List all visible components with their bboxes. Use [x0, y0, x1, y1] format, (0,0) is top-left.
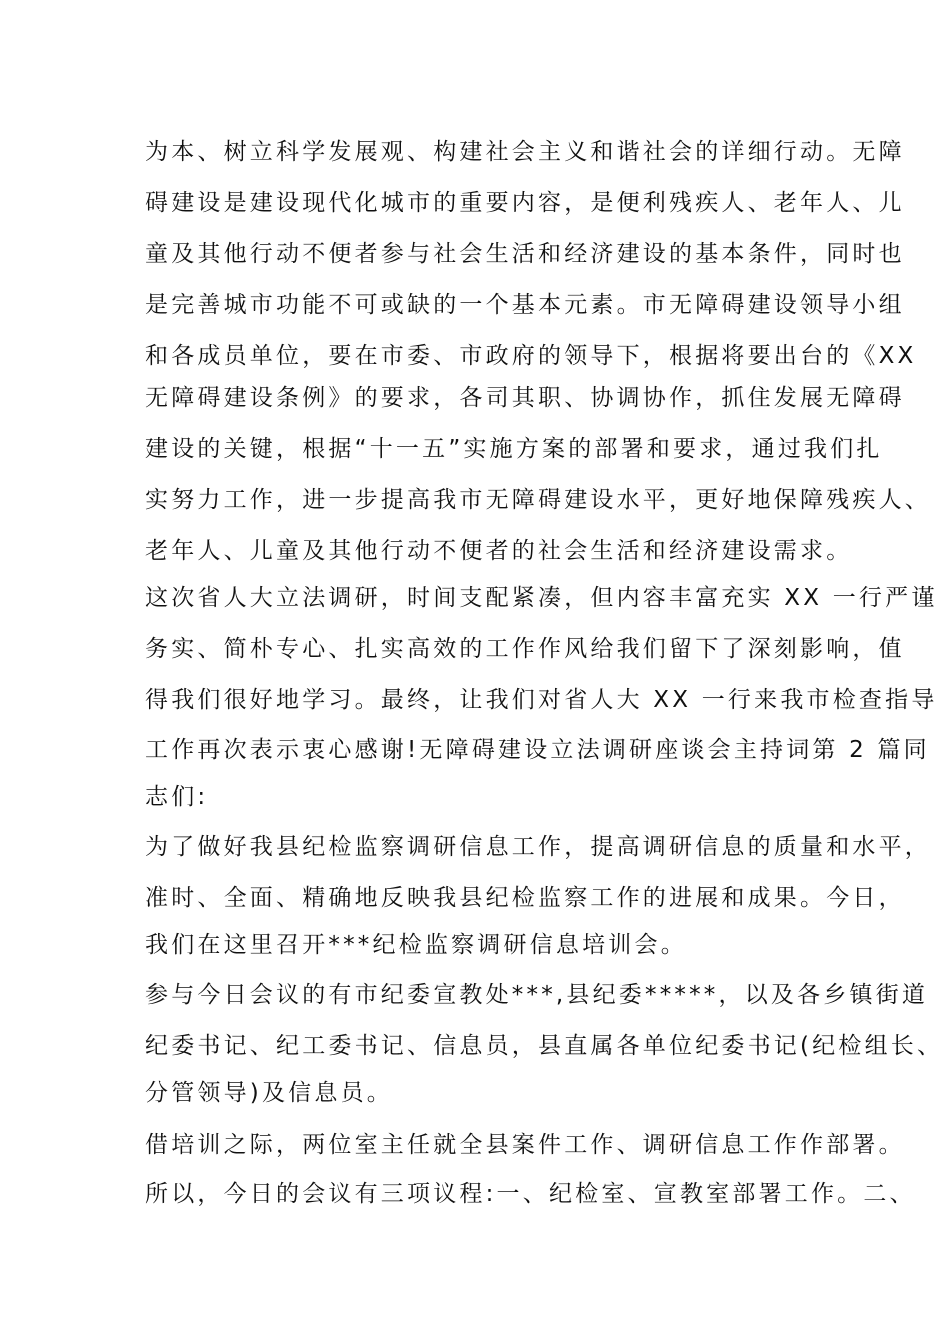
text-line: 为本、树立科学发展观、构建社会主义和谐社会的详细行动。无障 [145, 139, 905, 165]
text-line: 参与今日会议的有市纪委宣教处***,县纪委*****，以及各乡镇街道 [145, 982, 929, 1008]
text-line: 老年人、儿童及其他行动不便者的社会生活和经济建设需求。 [145, 538, 853, 564]
text-line: 和各成员单位，要在市委、市政府的领导下，根据将要出台的《XX [145, 343, 917, 369]
text-line: 我们在这里召开***纪检监察调研信息培训会。 [145, 932, 687, 958]
text-line: 所以，今日的会议有三项议程:一、纪检室、宣教室部署工作。二、 [145, 1181, 916, 1207]
text-line: 是完善城市功能不可或缺的一个基本元素。市无障碍建设领导小组 [145, 292, 905, 318]
text-line: 工作再次表示衷心感谢!无障碍建设立法调研座谈会主持词第 2 篇同 [145, 737, 930, 763]
text-line: 志们: [145, 784, 209, 810]
text-line: 建设的关键，根据“十一五”实施方案的部署和要求，通过我们扎 [145, 436, 883, 462]
text-line: 得我们很好地学习。最终，让我们对省人大 XX 一行来我市检查指导 [145, 687, 938, 713]
text-line: 这次省人大立法调研，时间支配紧凑，但内容丰富充实 XX 一行严谨 [145, 585, 938, 611]
text-line: 实努力工作，进一步提高我市无障碍建设水平，更好地保障残疾人、 [145, 487, 931, 513]
text-line: 务实、简朴专心、扎实高效的工作作风给我们留下了深刻影响，值 [145, 636, 905, 662]
text-line: 童及其他行动不便者参与社会生活和经济建设的基本条件，同时也 [145, 241, 905, 267]
text-line: 分管领导)及信息员。 [145, 1080, 393, 1106]
text-line: 准时、全面、精确地反映我县纪检监察工作的进展和成果。今日， [145, 885, 905, 911]
text-line: 碍建设是建设现代化城市的重要内容，是便利残疾人、老年人、儿 [145, 190, 905, 216]
text-line: 为了做好我县纪检监察调研信息工作，提高调研信息的质量和水平， [145, 834, 931, 860]
text-line: 无障碍建设条例》的要求，各司其职、协调协作，抓住发展无障碍 [145, 385, 905, 411]
text-line: 借培训之际，两位室主任就全县案件工作、调研信息工作作部署。 [145, 1132, 905, 1158]
text-line: 纪委书记、纪工委书记、信息员，县直属各单位纪委书记(纪检组长、 [145, 1033, 944, 1059]
